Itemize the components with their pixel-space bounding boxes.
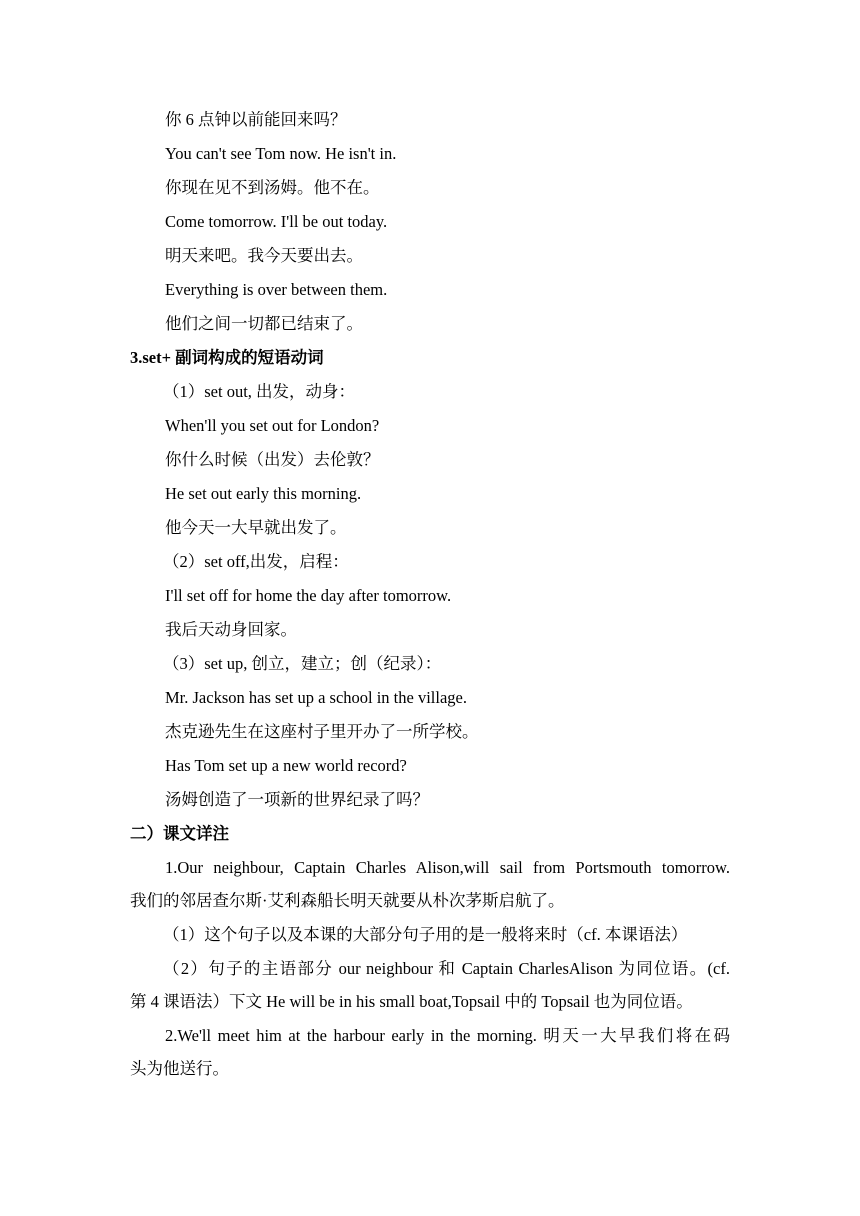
text-line: 你什么时候（出发）去伦敦？ xyxy=(165,450,380,469)
text-line: （1）这个句子以及本课的大部分句子用的是一般将来时（cf. 本课语法） xyxy=(163,925,688,944)
text-line: Has Tom set up a new world record? xyxy=(165,756,407,775)
text-line: 你 6 点钟以前能回来吗？ xyxy=(165,110,347,129)
text-line: 杰克逊先生在这座村子里开办了一所学校。 xyxy=(165,722,479,741)
text-line: 2.We'll meet him at the harbour early in the morning. 明天一大早我们将在码 xyxy=(165,1026,730,1045)
text-line: 第 4 课语法）下文 He will be in his small boat,Topsail 中的 Topsail 也为同位语。 xyxy=(130,992,693,1011)
text-line: 你现在见不到汤姆。他不在。 xyxy=(165,178,380,197)
text-line: 头为他送行。 xyxy=(130,1059,229,1078)
text-line: 他们之间一切都已结束了。 xyxy=(165,314,363,333)
text-line: （2）句子的主语部分 our neighbour 和 Captain CharlesAlison 为同位语。(cf. xyxy=(163,959,730,978)
text-line: Come tomorrow. I'll be out today. xyxy=(165,212,388,231)
section-heading: 3.set+ 副词构成的短语动词 xyxy=(130,348,324,367)
text-line: He set out early this morning. xyxy=(165,484,362,503)
text-line: 汤姆创造了一项新的世界纪录了吗？ xyxy=(165,790,429,809)
text-line: 他今天一大早就出发了。 xyxy=(165,518,347,537)
text-line: （2）set off,出发，启程： xyxy=(163,552,349,571)
section-heading: 二）课文详注 xyxy=(130,824,229,843)
text-line: When'll you set out for London? xyxy=(165,416,380,435)
text-line: 我们的邻居查尔斯·艾利森船长明天就要从朴次茅斯启航了。 xyxy=(130,891,565,910)
text-line: （3）set up, 创立，建立；创（纪录）： xyxy=(163,654,442,673)
text-line: 明天来吧。我今天要出去。 xyxy=(165,246,363,265)
text-line: 1.Our neighbour, Captain Charles Alison,will sail from Portsmouth tomorrow. xyxy=(165,858,730,877)
text-line: Everything is over between them. xyxy=(165,280,388,299)
text-line: 我后天动身回家。 xyxy=(165,620,297,639)
text-line: （1）set out, 出发，动身： xyxy=(163,382,356,401)
text-line: You can't see Tom now. He isn't in. xyxy=(165,144,397,163)
text-line: I'll set off for home the day after tomorrow. xyxy=(165,586,452,605)
text-line: Mr. Jackson has set up a school in the village. xyxy=(165,688,467,707)
